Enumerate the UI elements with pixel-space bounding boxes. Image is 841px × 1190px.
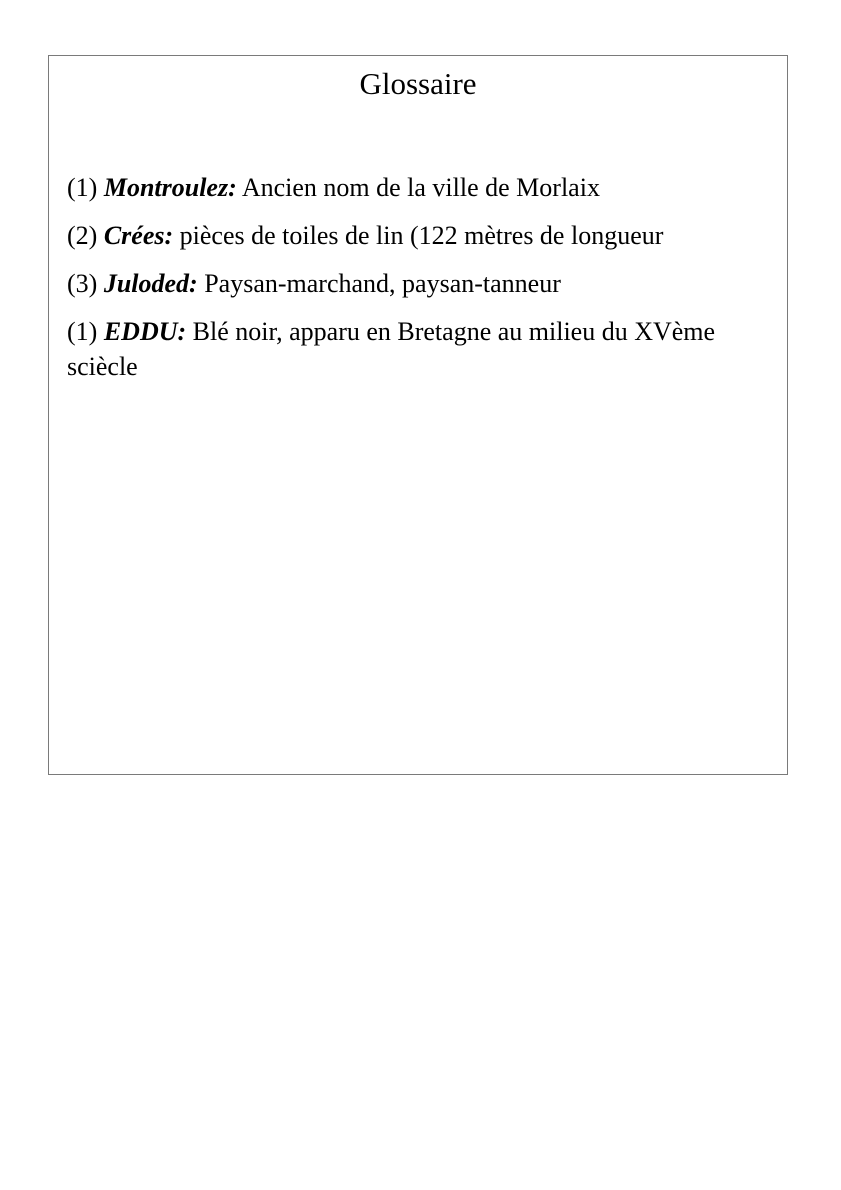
entry-number: (2) [67,221,98,250]
glossary-entry-eddu [67,314,779,384]
glossary-entry-montroulez [67,170,779,205]
glossary-entry-crees [67,218,779,253]
entry-term: Crées: [103,221,174,250]
glossary-box [48,55,788,775]
entry-term: Juloded: [103,269,198,298]
entry-definition: pièces de toiles de lin (122 mètres de longueur [179,221,664,250]
entry-term: EDDU: [103,317,187,346]
glossary-list [67,170,779,397]
entry-number: (1) [67,317,98,346]
entry-definition: Blé noir, apparu en Bretagne au milieu du XVème sciècle [67,317,716,381]
entry-definition: Paysan-marchand, paysan-tanneur [204,269,561,298]
entry-number: (1) [67,173,98,202]
entry-number: (3) [67,269,98,298]
page-title: Glossaire [359,66,477,101]
entry-term: Montroulez: [103,173,237,202]
glossary-entry-juloded [67,266,779,301]
entry-definition: Ancien nom de la ville de Morlaix [241,173,600,202]
